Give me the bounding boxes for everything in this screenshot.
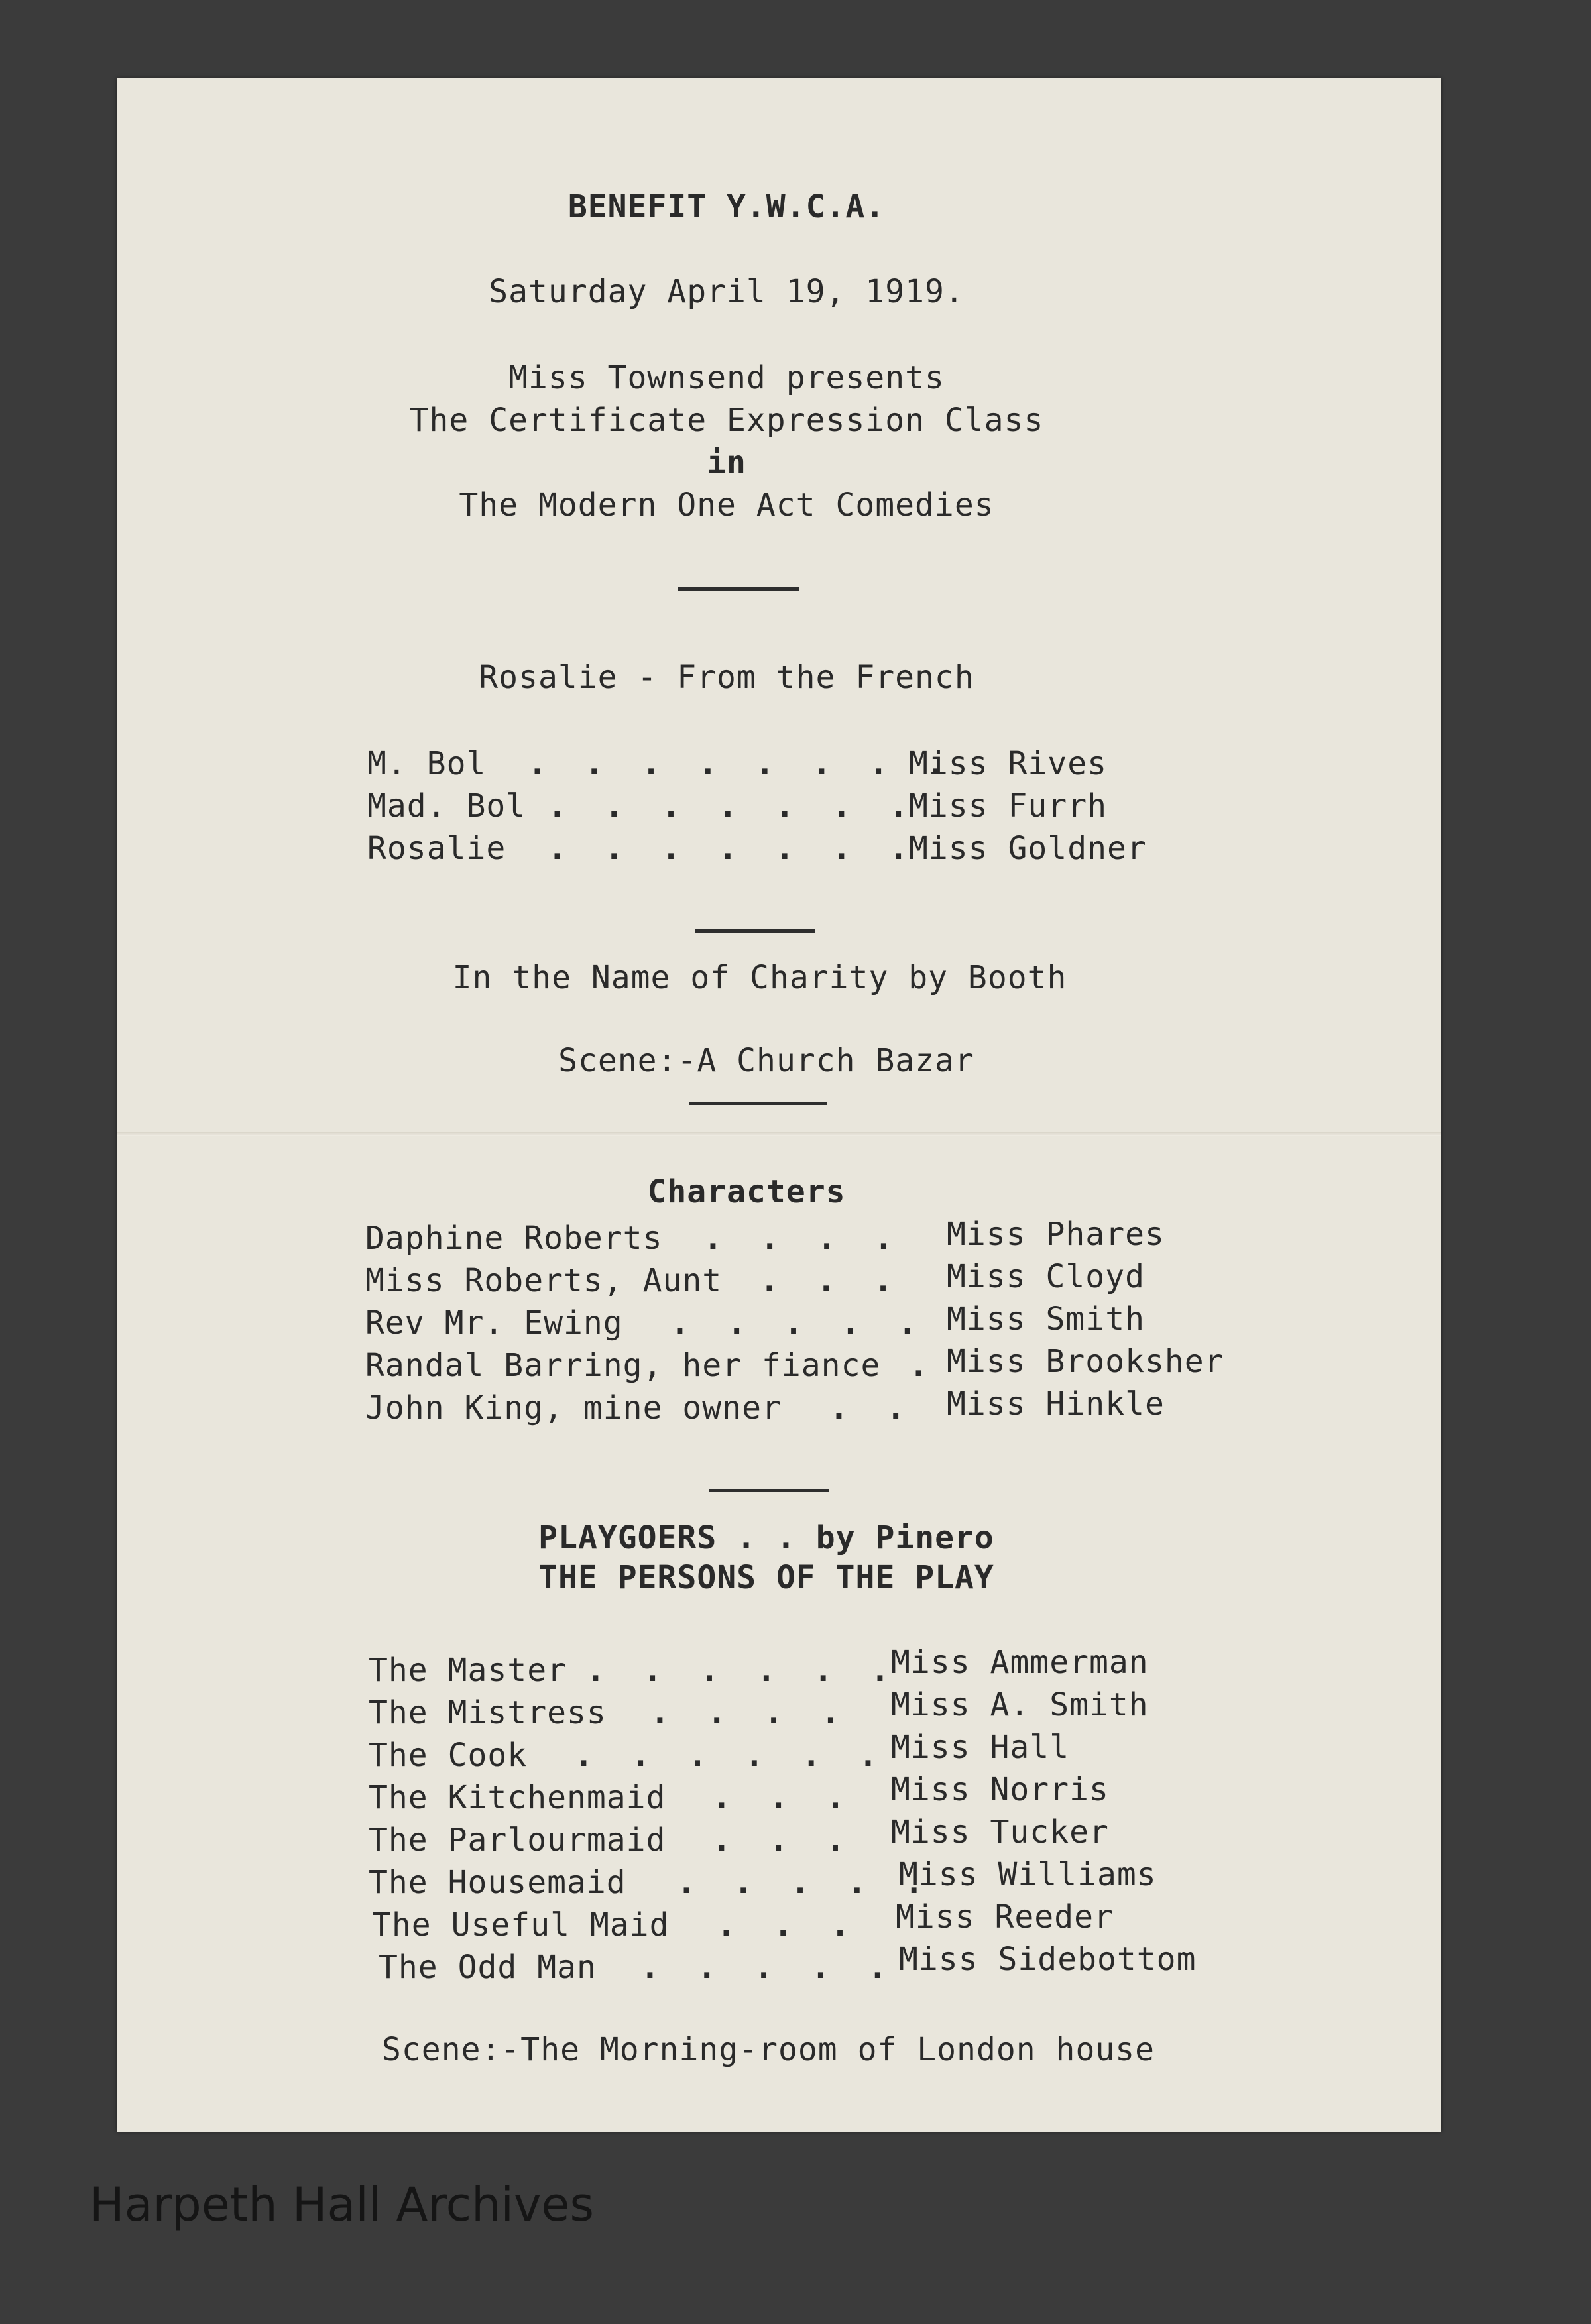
leader-dots: . . . . . xyxy=(640,1949,897,1986)
role-name: Rev Mr. Ewing xyxy=(365,1305,623,1342)
role-name: The Housemaid xyxy=(369,1864,626,1901)
actor-name: Miss Brooksher xyxy=(947,1343,1224,1380)
actor-name: Miss A. Smith xyxy=(891,1686,1149,1723)
role-name: Rosalie xyxy=(367,830,506,867)
playgoers-subtitle: THE PERSONS OF THE PLAY xyxy=(538,1559,994,1596)
divider xyxy=(689,1102,827,1105)
leader-dots: . . . . . . xyxy=(574,1737,887,1774)
benefit-title: BENEFIT Y.W.C.A. xyxy=(567,188,886,225)
actor-name: Miss Cloyd xyxy=(947,1258,1145,1295)
leader-dots: . . . . . xyxy=(677,1864,933,1901)
role-name: Mad. Bol xyxy=(367,787,526,825)
characters-heading: Characters xyxy=(647,1173,846,1210)
role-name: Miss Roberts, Aunt xyxy=(365,1262,723,1299)
actor-name: Miss Smith xyxy=(947,1301,1145,1338)
leader-dots: . . . . xyxy=(650,1694,850,1731)
leader-dots: . . . xyxy=(712,1779,854,1816)
leader-dots: . . . . . . . xyxy=(548,830,917,867)
divider xyxy=(709,1489,829,1492)
class-line: The Certificate Expression Class xyxy=(409,402,1044,439)
role-name: The Cook xyxy=(369,1737,528,1774)
leader-dots: . . . xyxy=(760,1262,902,1299)
charity-title: In the Name of Charity by Booth xyxy=(452,959,1067,996)
actor-name: Miss Norris xyxy=(891,1771,1109,1808)
actor-name: Miss Phares xyxy=(947,1216,1165,1253)
role-name: The Mistress xyxy=(369,1694,607,1731)
role-name: John King, mine owner xyxy=(365,1389,782,1426)
actor-name: Miss Furrh xyxy=(909,787,1107,825)
actor-name: Miss Reeder xyxy=(896,1898,1114,1936)
role-name: The Kitchenmaid xyxy=(369,1779,666,1816)
presenter-line: Miss Townsend presents xyxy=(508,359,945,396)
role-name: Daphine Roberts xyxy=(365,1220,663,1257)
program-sheet xyxy=(117,78,1441,2132)
divider xyxy=(695,929,815,933)
leader-dots: . . . . xyxy=(703,1220,903,1257)
leader-dots: . . . xyxy=(712,1822,854,1859)
actor-name: Miss Goldner xyxy=(909,830,1147,867)
role-name: The Master xyxy=(369,1652,567,1689)
divider xyxy=(678,587,799,591)
leader-dots: . xyxy=(909,1347,937,1384)
archive-watermark: Harpeth Hall Archives xyxy=(89,2178,594,2232)
leader-dots: . . . . . xyxy=(670,1305,927,1342)
leader-dots: . . . . . . . xyxy=(548,787,917,825)
playgoers-scene: Scene:-The Morning-room of London house xyxy=(382,2031,1155,2068)
actor-name: Miss Sidebottom xyxy=(899,1941,1197,1978)
role-name: Randal Barring, her fiance xyxy=(365,1347,881,1384)
actor-name: Miss Williams xyxy=(899,1856,1157,1893)
role-name: The Useful Maid xyxy=(372,1906,670,1944)
role-name: The Odd Man xyxy=(379,1949,597,1986)
actor-name: Miss Hall xyxy=(891,1729,1070,1766)
leader-dots: . . . . . . xyxy=(586,1652,899,1689)
actor-name: Miss Ammerman xyxy=(891,1644,1149,1681)
leader-dots: . . . xyxy=(717,1906,859,1944)
rosalie-title: Rosalie - From the French xyxy=(479,659,974,696)
actor-name: Miss Rives xyxy=(909,745,1107,782)
playgoers-title: PLAYGOERS . . by Pinero xyxy=(538,1519,994,1556)
event-date: Saturday April 19, 1919. xyxy=(489,273,965,310)
in-line: in xyxy=(707,444,746,481)
charity-scene: Scene:-A Church Bazar xyxy=(558,1042,974,1079)
actor-name: Miss Tucker xyxy=(891,1814,1109,1851)
comedies-line: The Modern One Act Comedies xyxy=(459,487,994,524)
role-name: The Parlourmaid xyxy=(369,1822,666,1859)
leader-dots: . . xyxy=(829,1389,915,1426)
leader-dots: . . . . . . . . xyxy=(528,745,955,782)
actor-name: Miss Hinkle xyxy=(947,1385,1165,1423)
role-name: M. Bol xyxy=(367,745,487,782)
